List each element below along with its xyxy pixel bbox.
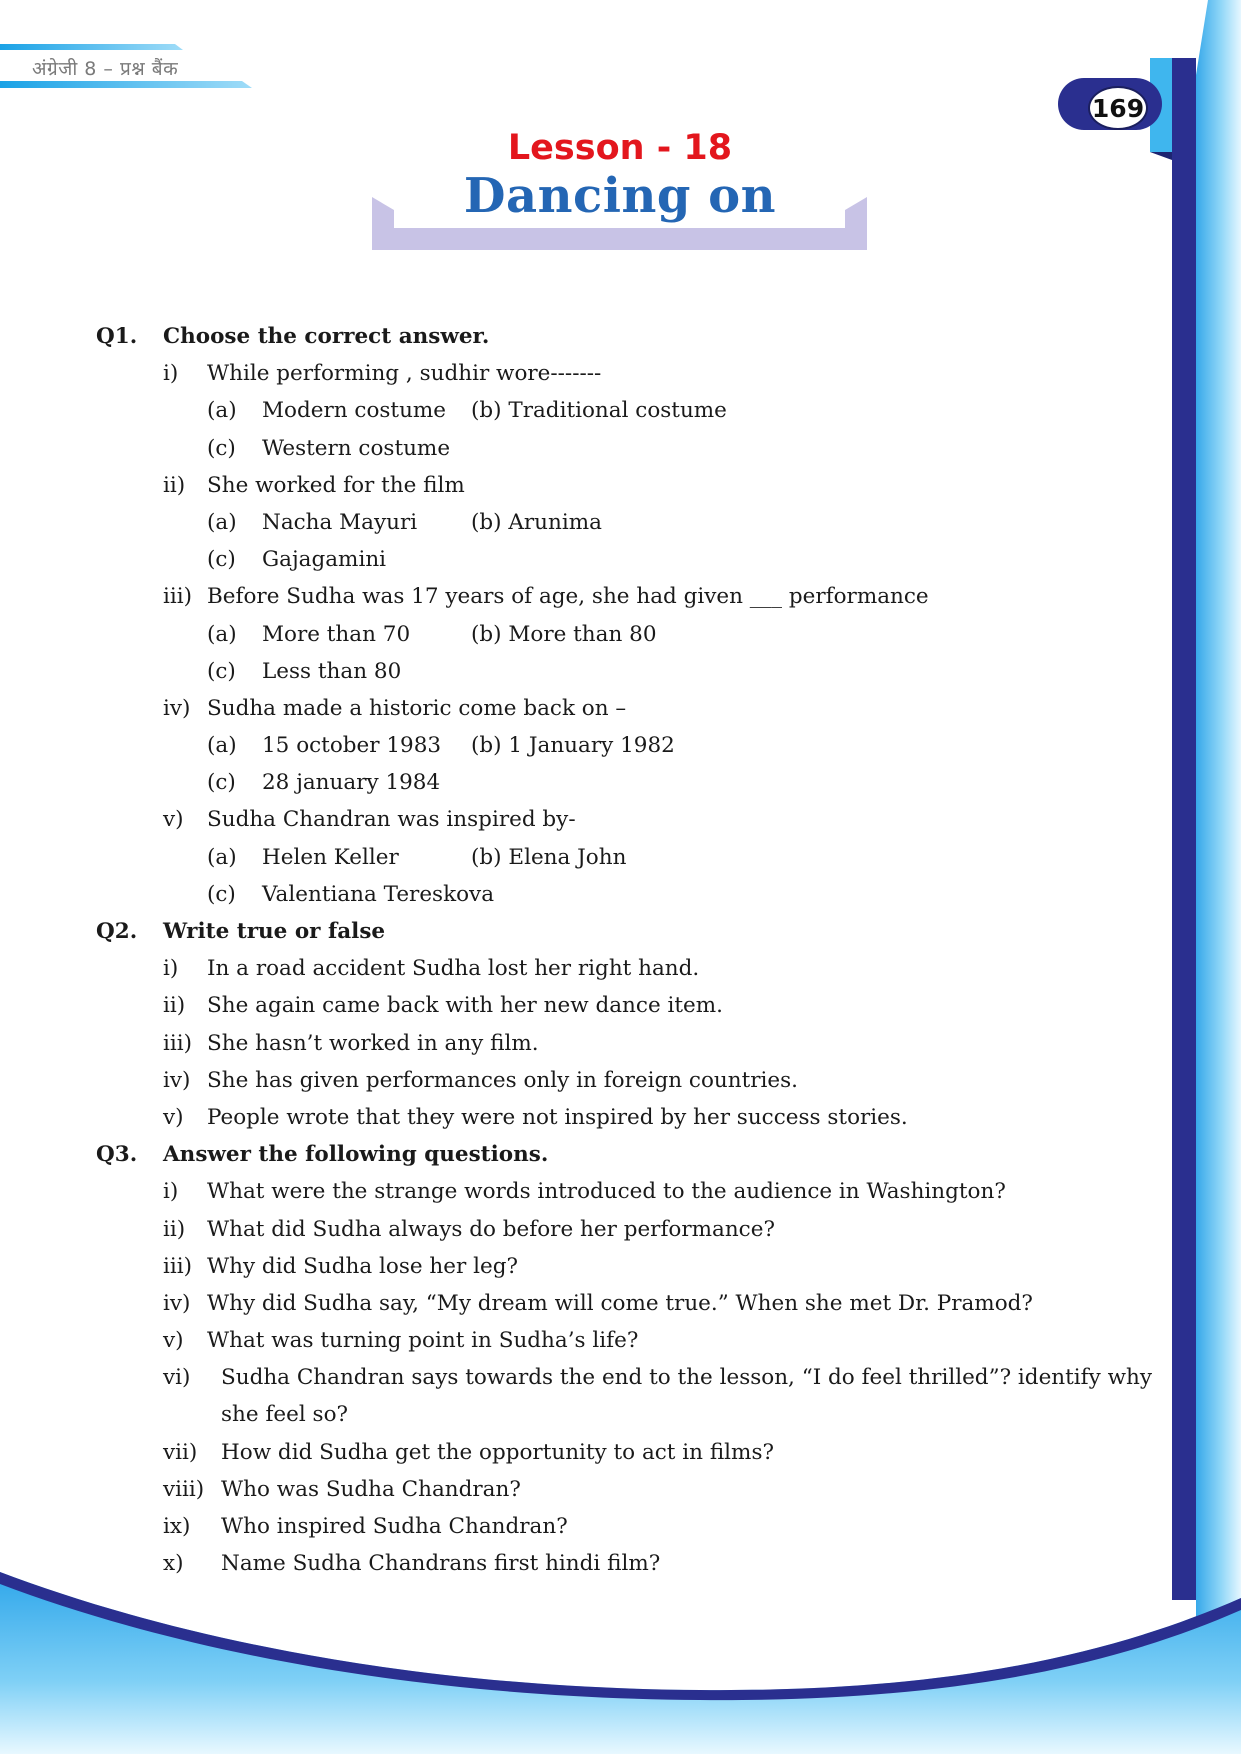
q2-item-3 [0,1025,1170,1062]
item-text: She has given performances only in foreign countries. [207,1067,798,1093]
q1-item-4 [0,690,1170,727]
item-number: iii) [163,1253,193,1279]
item-number: iv) [163,1290,191,1316]
item-number: i) [163,361,179,387]
q3-item-2 [0,1211,1170,1248]
header-stripe-bottom [0,81,252,88]
q1-item-5-options-ab [0,839,1170,876]
item-text: Why did Sudha say, “My dream will come true.” When she met Dr. Pramod? [207,1290,1033,1316]
q2-item-1 [0,950,1170,987]
item-text: Sudha Chandran says towards the end to the lesson, “I do feel thrilled”? identify why [221,1365,1152,1391]
q2-item-4 [0,1062,1170,1099]
item-text-continued: she feel so? [221,1402,349,1428]
item-text: What did Sudha always do before her performance? [207,1216,775,1242]
q3-heading [0,1136,1170,1173]
item-text: Who inspired Sudha Chandran? [221,1514,568,1539]
option-label: (c) [207,435,236,461]
question-title: Choose the correct answer. [163,324,490,349]
item-number: i) [163,956,179,982]
q3-item-9 [0,1508,1170,1545]
option-a: 15 october 1983 [262,733,442,759]
item-number: iv) [163,695,191,721]
item-text: Before Sudha was 17 years of age, she had given ___ performance [207,584,929,610]
item-number: ii) [163,993,186,1019]
option-label: (a) [207,621,237,647]
option-a: Helen Keller [262,844,399,870]
item-text: What was turning point in Sudha’s life? [207,1328,639,1354]
question-number: Q3. [96,1142,138,1168]
item-text: While performing , sudhir wore------- [207,361,602,387]
q1-item-3-option-c [0,653,1170,690]
q1-item-4-options-ab [0,727,1170,764]
option-b: (b) More than 80 [471,621,657,647]
item-text: How did Sudha get the opportunity to act in films? [221,1439,775,1465]
question-title: Answer the following questions. [163,1142,549,1168]
option-b: (b) 1 January 1982 [471,733,675,759]
option-c: Western costume [262,435,451,461]
item-number: i) [163,1179,179,1205]
option-c: Gajagamini [262,547,387,573]
option-label: (a) [207,733,237,759]
option-label: (c) [207,658,236,684]
q1-item-4-option-c [0,764,1170,801]
option-label: (c) [207,770,236,796]
q1-heading [0,318,1170,355]
q1-item-2-option-c [0,541,1170,578]
page-number: 169 [1088,86,1148,130]
option-label: (a) [207,844,237,870]
item-text: She hasn’t worked in any film. [207,1030,539,1056]
question-number: Q1. [96,324,138,349]
q1-item-5 [0,801,1170,838]
option-label: (c) [207,547,236,573]
item-number: iv) [163,1067,191,1093]
q1-item-1-option-c [0,430,1170,467]
page-tab-fold [1150,152,1172,160]
item-number: iii) [163,1030,193,1056]
option-c: Valentiana Tereskova [262,881,495,907]
item-number: vi) [163,1365,191,1391]
q2-item-5 [0,1099,1170,1136]
question-title: Write true or false [163,919,386,944]
right-side-band [1196,0,1241,1754]
item-text: Why did Sudha lose her leg? [207,1253,518,1279]
right-navy-bar [1172,58,1196,1600]
q1-item-3-options-ab [0,616,1170,653]
option-label: (c) [207,881,236,907]
q2-heading [0,913,1170,950]
q1-item-2 [0,467,1170,504]
question-number: Q2. [96,919,138,944]
q3-item-7 [0,1434,1170,1471]
option-label: (a) [207,398,237,424]
q3-item-3 [0,1248,1170,1285]
item-text: What were the strange words introduced to the audience in Washington? [207,1179,1006,1205]
q1-item-5-option-c [0,876,1170,913]
option-a: Modern costume [262,398,447,424]
q1-item-1-options-ab [0,392,1170,429]
item-number: viii) [163,1476,205,1502]
item-number: v) [163,807,184,833]
item-number: ii) [163,1216,186,1242]
item-number: iii) [163,584,193,610]
item-text: In a road accident Sudha lost her right hand. [207,956,700,982]
header-stripe-top [0,44,183,50]
q3-item-1 [0,1173,1170,1210]
item-number: ii) [163,472,186,498]
q3-item-6 [0,1359,1170,1396]
item-number: x) [163,1551,184,1577]
q1-item-2-options-ab [0,504,1170,541]
option-b: (b) Traditional costume [471,398,727,424]
q2-item-2 [0,987,1170,1024]
q3-item-5 [0,1322,1170,1359]
question-bank-content [0,318,1170,1582]
q3-item-8 [0,1471,1170,1508]
book-header-label: अंग्रेजी 8 – प्रश्न बैंक [32,58,179,80]
option-label: (a) [207,509,237,535]
option-a: More than 70 [262,621,411,647]
option-b: (b) Arunima [471,509,602,535]
item-number: vii) [163,1439,198,1465]
item-text: People wrote that they were not inspired by her success stories. [207,1104,908,1130]
q3-item-6-continued [0,1396,1170,1433]
item-number: ix) [163,1514,191,1539]
q1-item-1 [0,355,1170,392]
lesson-number: Lesson - 18 [507,128,733,168]
q1-item-3 [0,578,1170,615]
item-number: v) [163,1104,184,1130]
option-b: (b) Elena John [471,844,627,870]
item-text: She worked for the film [207,472,465,498]
item-text: Sudha made a historic come back on – [207,695,627,721]
option-a: Nacha Mayuri [262,509,418,535]
item-text: Name Sudha Chandrans first hindi film? [221,1551,661,1577]
option-c: Less than 80 [262,658,402,684]
q3-item-10 [0,1545,1170,1582]
q3-item-4 [0,1285,1170,1322]
option-c: 28 january 1984 [262,770,441,796]
item-text: She again came back with her new dance item. [207,993,723,1019]
item-text: Who was Sudha Chandran? [221,1476,521,1502]
lesson-title: Dancing on [463,168,777,224]
item-number: v) [163,1328,184,1354]
item-text: Sudha Chandran was inspired by- [207,807,576,833]
